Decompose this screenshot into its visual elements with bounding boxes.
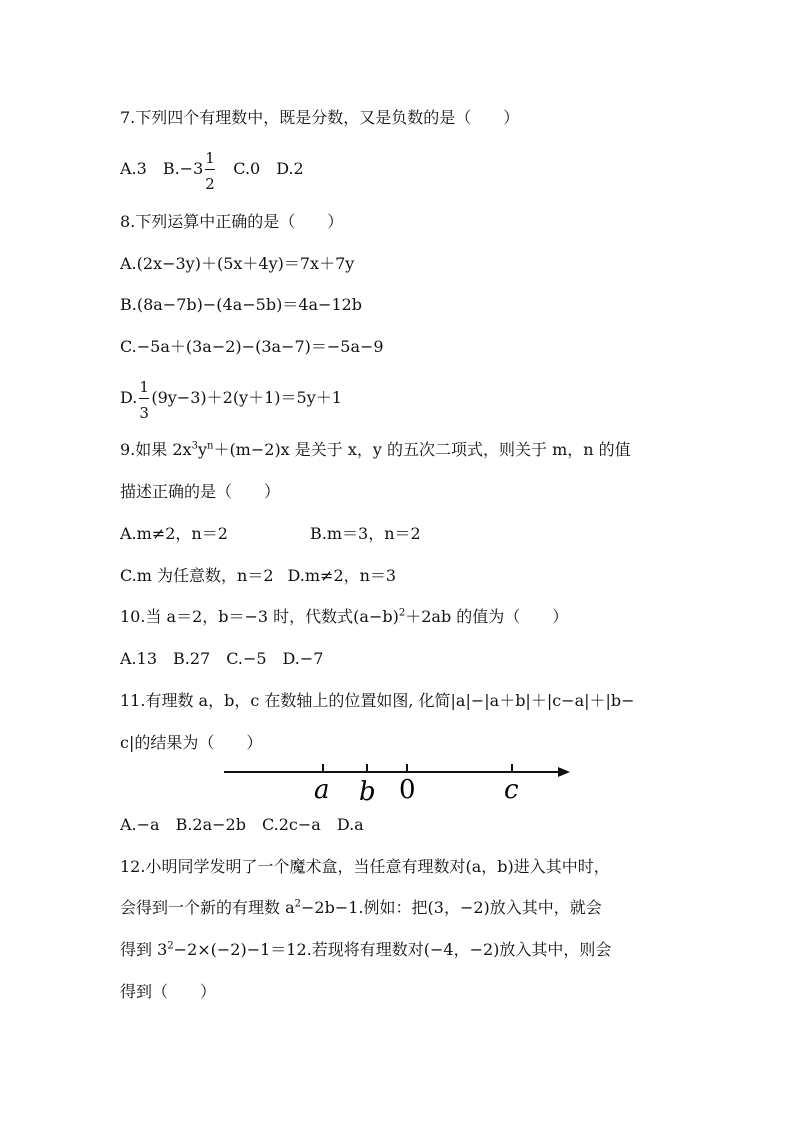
- stem-part: 会得到一个新的有理数 a: [120, 898, 295, 917]
- question-10-stem: [120, 606, 568, 628]
- fraction-bar: [205, 169, 215, 170]
- question-12-line2: [120, 897, 602, 919]
- stem-part: 9.如果 2x: [120, 440, 192, 459]
- option-d-prefix: D.: [120, 388, 138, 407]
- option-d: D.m≠2，n＝3: [287, 566, 397, 585]
- question-11-stem-line2: c|的结果为（ ）: [120, 733, 263, 752]
- question-12-line3: [120, 939, 611, 961]
- stem-part: 10.当 a＝2，b＝−3 时，代数式(a−b): [120, 607, 399, 626]
- option-c: C.0: [233, 159, 261, 178]
- question-10-options: A.13 B.27 C.−5 D.−7: [120, 649, 324, 668]
- superscript: 2: [167, 940, 174, 952]
- label-a: a: [314, 775, 330, 805]
- question-7-options: [120, 148, 304, 193]
- option-b-prefix: B.−3: [162, 159, 204, 178]
- option-a: A.m≠2，n＝2: [120, 524, 228, 543]
- question-8-option-a: A.(2x−3y)＋(5x＋4y)＝7x＋7y: [120, 254, 355, 273]
- question-11-options: A.−a B.2a−2b C.2c−a D.a: [120, 815, 364, 834]
- option-d: D.2: [276, 159, 304, 178]
- label-b: b: [359, 777, 376, 807]
- stem-part: −2×(−2)−1＝12.若现将有理数对(−4，−2)放入其中，则会: [173, 940, 612, 959]
- stem-part: ＋2ab 的值为（ ）: [405, 607, 569, 626]
- question-9-stem-line1: [120, 439, 631, 461]
- stem-part: ＋(m−2)x 是关于 x，y 的五次二项式，则关于 m，n 的值: [213, 440, 631, 459]
- question-9-options-row2: [120, 565, 396, 587]
- superscript: 2: [398, 607, 406, 619]
- stem-part: 得到 3: [120, 940, 168, 959]
- question-7-stem: 7.下列四个有理数中，既是分数，又是负数的是（ ）: [120, 108, 520, 127]
- question-8-stem: 8.下列运算中正确的是（ ）: [120, 212, 344, 231]
- stem-part: −2b−1.例如：把(3，−2)放入其中，就会: [301, 898, 602, 917]
- question-9-options-row1: [120, 523, 421, 545]
- option-d-expression: (9y−3)＋2(y＋1)＝5y＋1: [151, 388, 342, 407]
- fraction-denominator: 2: [205, 174, 215, 193]
- fraction-numerator: 1: [139, 377, 149, 396]
- superscript: 3: [191, 440, 198, 452]
- superscript: n: [206, 440, 214, 452]
- superscript: 2: [294, 898, 302, 910]
- option-b: [162, 148, 217, 193]
- fraction-denominator: 3: [139, 403, 149, 422]
- fraction-numerator: 1: [205, 148, 215, 167]
- label-zero: 0: [399, 775, 416, 805]
- stem-part: y: [197, 440, 207, 459]
- fraction: [205, 148, 215, 193]
- label-c: c: [504, 775, 519, 805]
- option-b: B.m＝3，n＝2: [310, 524, 421, 543]
- question-8-option-c: C.−5a＋(3a−2)−(3a−7)＝−5a−9: [120, 337, 384, 356]
- fraction-bar: [139, 398, 149, 399]
- question-12-line1: 12.小明同学发明了一个魔术盒，当任意有理数对(a，b)进入其中时，: [120, 857, 610, 876]
- question-8-option-d: [120, 377, 342, 422]
- option-a: A.3: [120, 159, 147, 178]
- question-11-stem-line1: 11.有理数 a，b，c 在数轴上的位置如图, 化简|a|−|a＋b|＋|c−a|＋|b−: [120, 691, 635, 710]
- number-line-figure: [220, 756, 580, 808]
- question-9-stem-line2: 描述正确的是（ ）: [120, 482, 281, 501]
- question-12-line4: 得到（ ）: [120, 982, 217, 1001]
- fraction: [139, 377, 149, 422]
- option-c: C.m 为任意数，n＝2: [120, 566, 274, 585]
- arrow-right-icon: [558, 767, 570, 777]
- question-8-option-b: B.(8a−7b)−(4a−5b)＝4a−12b: [120, 295, 363, 314]
